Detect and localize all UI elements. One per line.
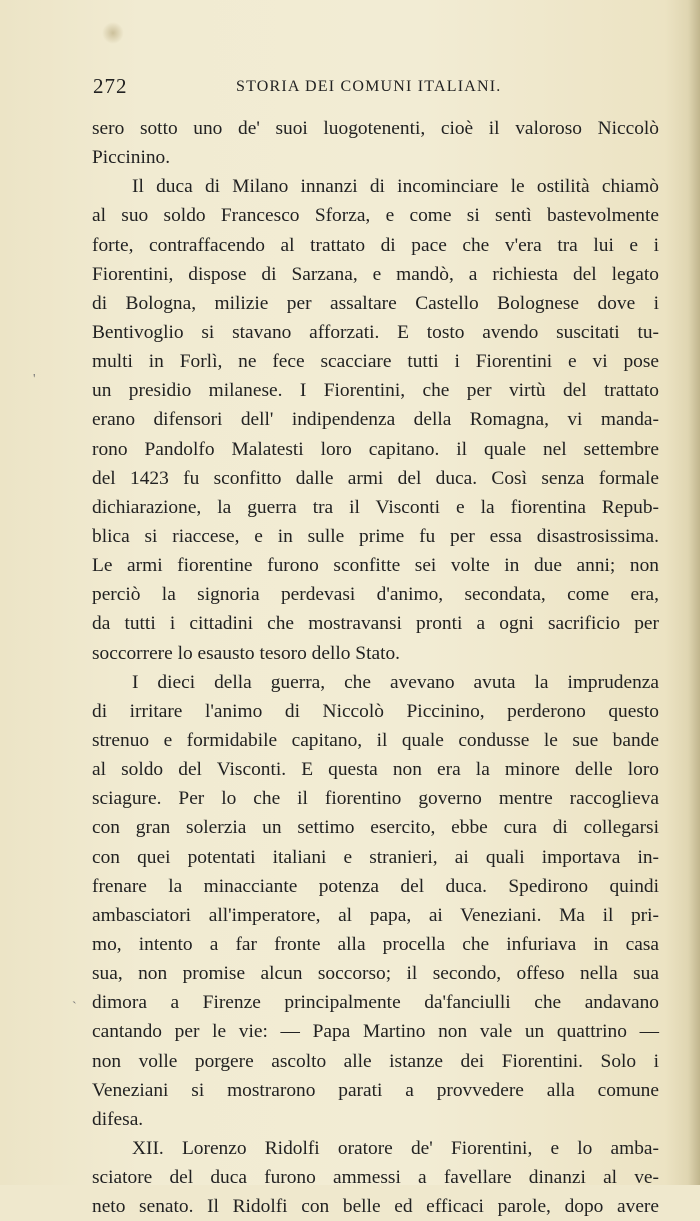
text-line: da tutti i cittadini che mostravansi pronti a ogni sacrificio per [92,613,659,635]
text-line: non volle porgere ascolto alle istanze dei Fiorentini. Solo i [92,1050,659,1072]
text-line: blica si riaccese, e in sulle prime fu per essa disastrosissima. [92,525,659,547]
text-line: XII. Lorenzo Ridolfi oratore de' Fiorentini, e lo amba- [132,1137,659,1159]
body-text [92,114,659,1221]
text-line: mo, intento a far fronte alla procella che infuriava in casa [92,933,659,955]
text-line: sciatore del duca furono ammessi a favellare dinanzi al ve- [92,1167,659,1189]
running-head: STORIA DEI COMUNI ITALIANI. [236,78,502,95]
page-smudge [102,22,124,44]
page-header [93,74,659,104]
text-line: erano difensori dell' indipendenza della Romagna, vi manda- [92,409,659,431]
text-line: al soldo del Visconti. E questa non era la minore delle loro [92,759,659,781]
text-line: con gran solerzia un settimo esercito, ebbe cura di collegarsi [92,817,659,839]
text-line: al suo soldo Francesco Sforza, e come si sentì bastevolmente [92,205,659,227]
text-line: soccorrere lo esausto tesoro dello Stato. [92,642,401,664]
text-line: multi in Forlì, ne fece scacciare tutti i Fiorentini e vi pose [92,351,659,373]
text-line: Il duca di Milano innanzi di incominciare le ostilità chiamò [132,176,659,198]
text-line: dichiarazione, la guerra tra il Visconti e la fiorentina Repub- [92,496,659,518]
text-line: con quei potentati italiani e stranieri, ai quali importava in- [92,846,659,868]
text-line: dimora a Firenze principalmente da'fanciulli che andavano [92,992,659,1014]
text-line: rono Pandolfo Malatesti loro capitano. il quale nel settembre [92,438,659,460]
text-line: un presidio milanese. I Fiorentini, che per virtù del trattato [92,380,659,402]
text-line: sciagure. Per lo che il fiorentino governo mentre raccoglieva [92,788,659,810]
text-line: difesa. [92,1108,144,1130]
text-line: sero sotto uno de' suoi luogotenenti, cioè il valoroso Niccolò [92,118,659,139]
text-line: neto senato. Il Ridolfi con belle ed efficaci parole, dopo avere [92,1196,659,1218]
text-line: Fiorentini, dispose di Sarzana, e mandò, a richiesta del legato [92,263,659,285]
text-line: Veneziani si mostrarono parati a provvedere alla comune [92,1079,659,1101]
text-line: sua, non promise alcun soccorso; il secondo, offeso nella sua [92,963,659,985]
text-line: del 1423 fu sconfitto dalle armi del duca. Così senza formale [92,467,659,489]
text-line: cantando per le vie: — Papa Martino non vale un quattrino — [92,1021,659,1043]
margin-mark: ` [72,1000,77,1015]
text-line: I dieci della guerra, che avevano avuta la imprudenza [132,671,659,693]
page-edge-shadow [688,0,700,1185]
text-line: di Bologna, milizie per assaltare Castello Bolognese dove i [92,292,659,314]
text-line: Le armi fiorentine furono sconfitte sei volte in due anni; non [92,555,659,577]
text-line: di irritare l'animo di Niccolò Piccinino, perderono questo [92,700,659,722]
text-line: Piccinino. [92,147,171,169]
text-line: forte, contraffacendo al trattato di pace che v'era tra lui e i [92,234,659,256]
text-line: strenuo e formidabile capitano, il quale condusse le sue bande [92,729,659,751]
text-line: perciò la signoria perdevasi d'animo, secondata, come era, [92,584,659,606]
text-line: Bentivoglio si stavano afforzati. E tosto avendo suscitati tu- [92,321,659,343]
text-line: ambasciatori all'imperatore, al papa, ai Veneziani. Ma il pri- [92,904,659,926]
text-line: frenare la minacciante potenza del duca. Spedirono quindi [92,875,659,897]
page-number: 272 [93,74,128,98]
margin-mark: ' [33,372,36,387]
